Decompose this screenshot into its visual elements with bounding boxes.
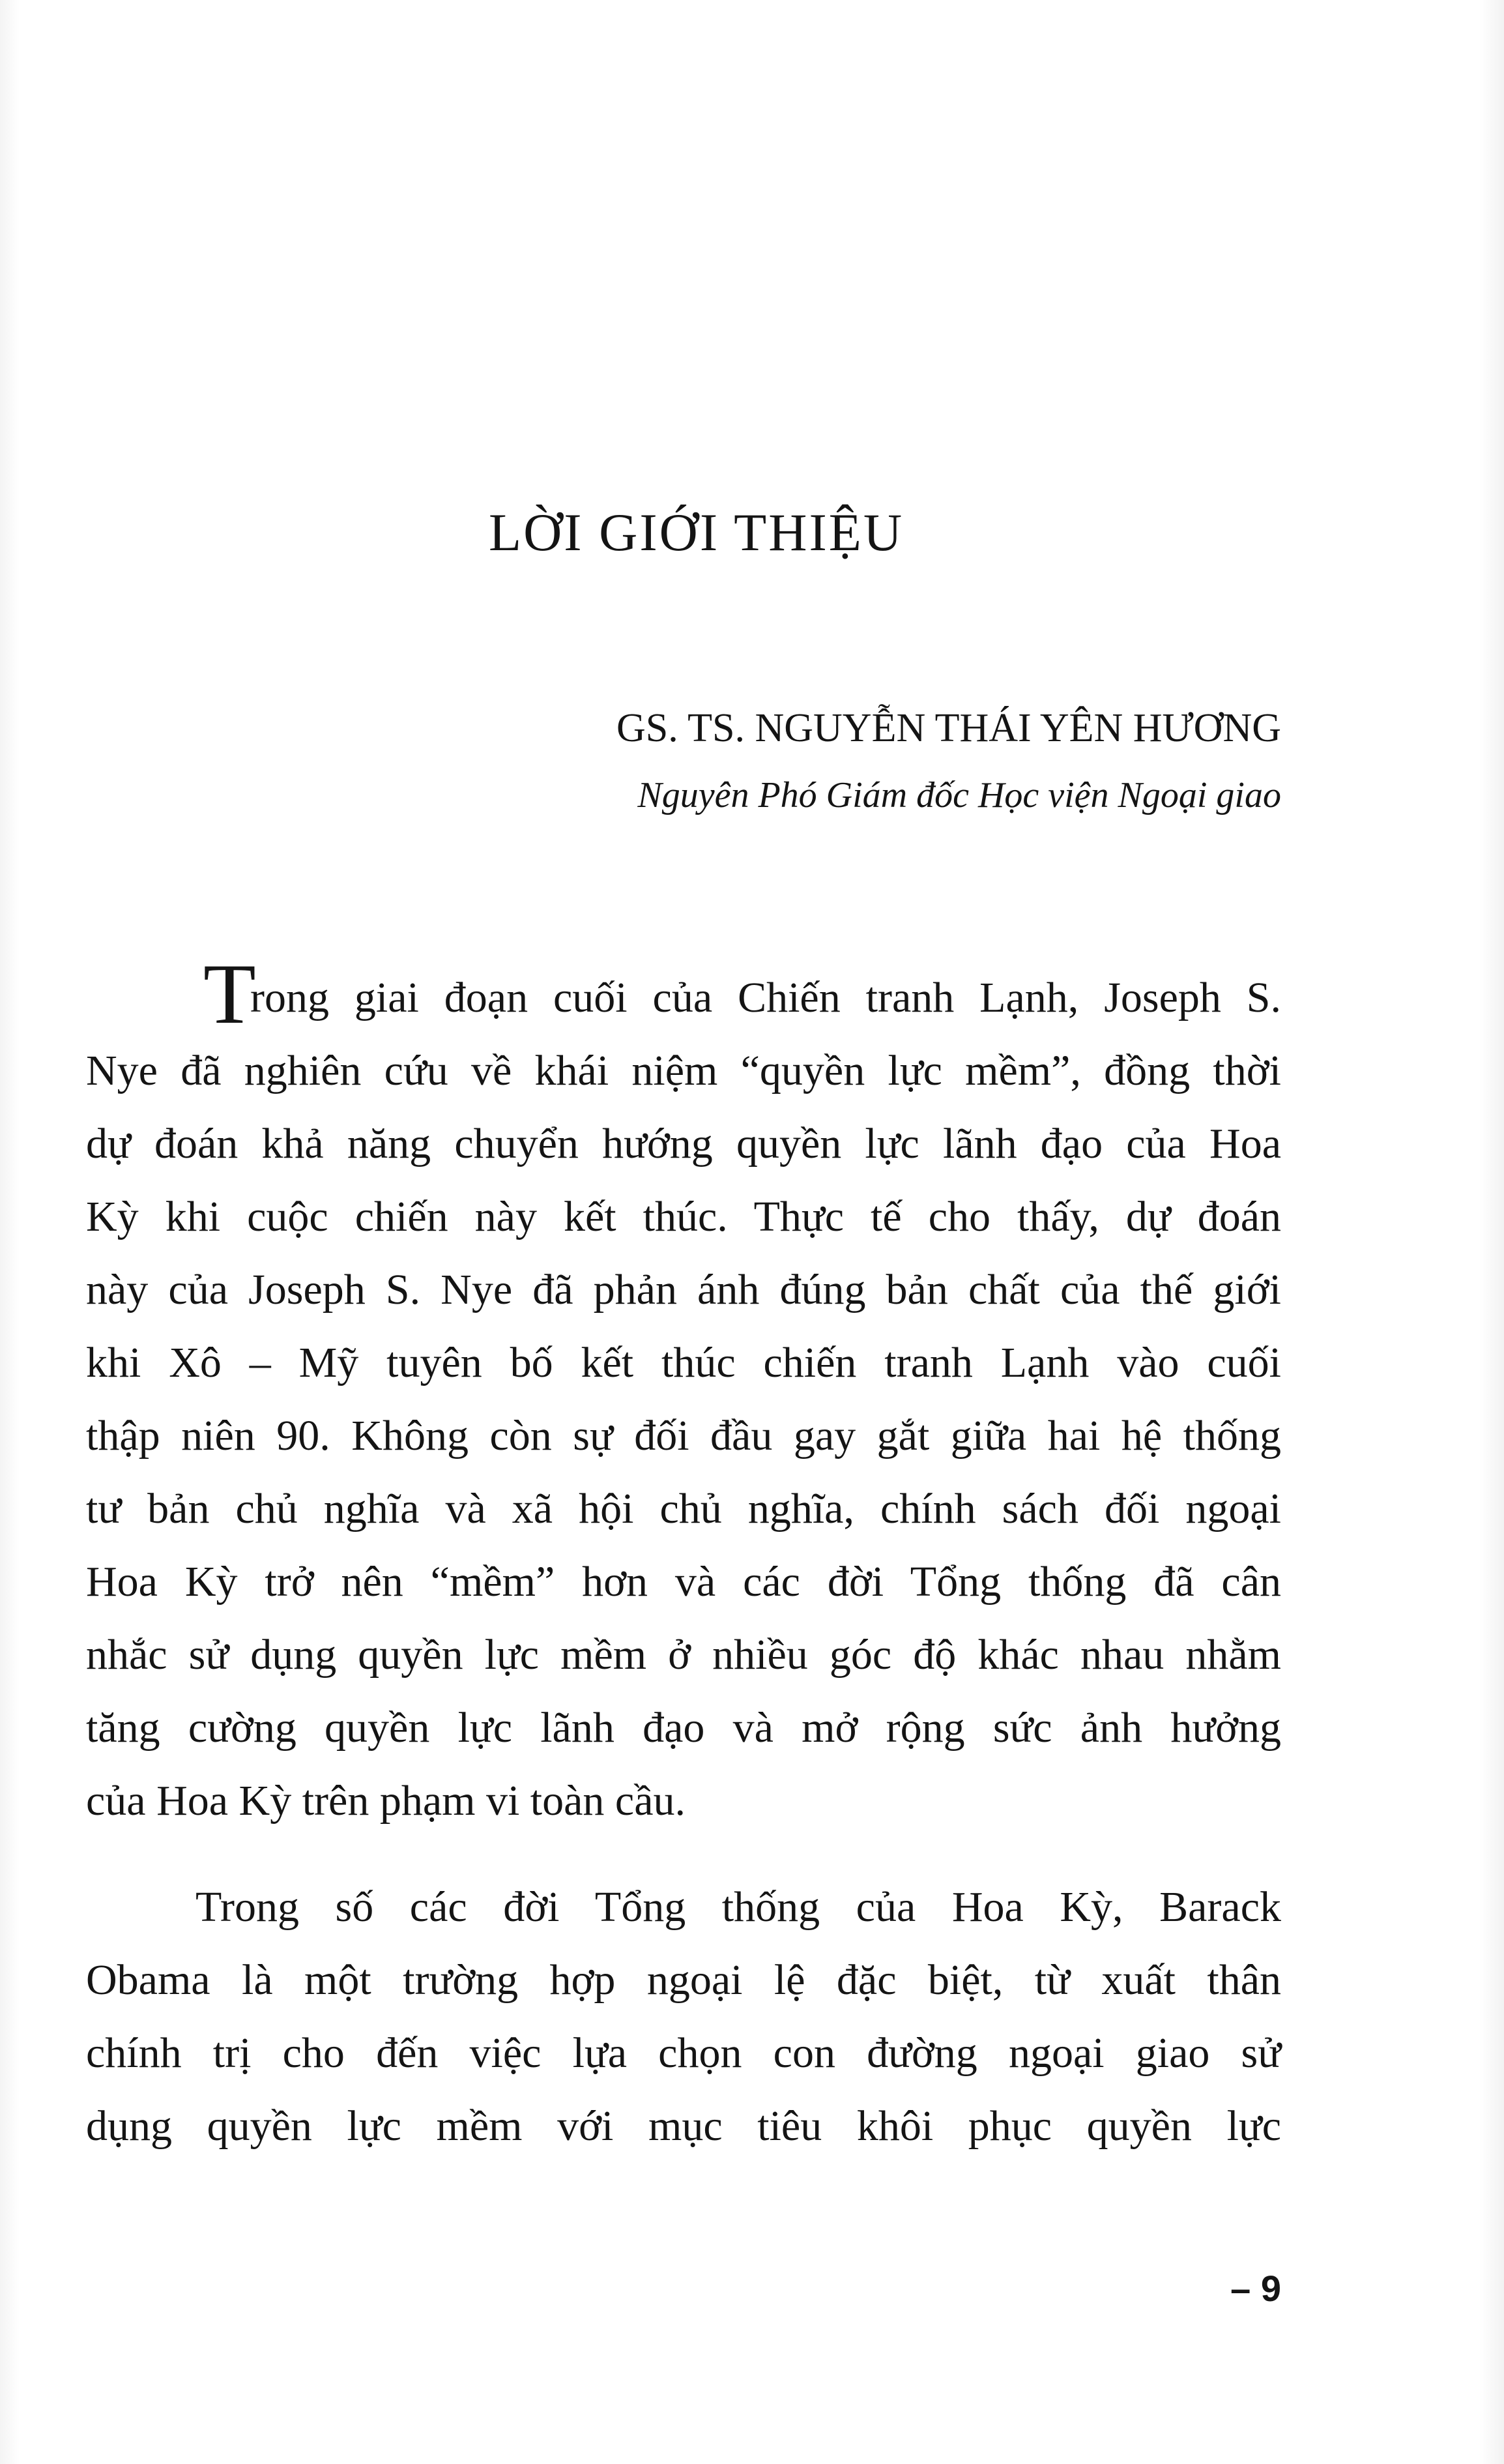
author-role: Nguyên Phó Giám đốc Học viện Ngoại giao [637, 775, 1281, 815]
paragraph-line: tư bản chủ nghĩa và xã hội chủ nghĩa, chính sách đối ngoại [86, 1485, 1281, 1533]
paragraph-line: Hoa Kỳ trở nên “mềm” hơn và các đời Tổng thống đã cân [86, 1558, 1281, 1606]
paragraph-line: nhắc sử dụng quyền lực mềm ở nhiều góc độ khác nhau nhằm [86, 1631, 1281, 1679]
paragraph-line: chính trị cho đến việc lựa chọn con đường ngoại giao sử [86, 2029, 1281, 2077]
paragraph-line: tăng cường quyền lực lãnh đạo và mở rộng sức ảnh hưởng [86, 1704, 1281, 1752]
paragraph-line: khi Xô – Mỹ tuyên bố kết thúc chiến tranh Lạnh vào cuối [86, 1339, 1281, 1386]
paragraph-line: thập niên 90. Không còn sự đối đầu gay gắt giữa hai hệ thống [86, 1412, 1281, 1459]
paragraph-line: Nye đã nghiên cứu về khái niệm “quyền lực mềm”, đồng thời [86, 1047, 1281, 1094]
paragraph-line: này của Joseph S. Nye đã phản ánh đúng bản chất của thế giới [86, 1266, 1281, 1313]
paragraph-2 [86, 1871, 1281, 2163]
paragraph-line: dụng quyền lực mềm với mục tiêu khôi phục quyền lực [86, 2102, 1281, 2150]
paragraph-line: dự đoán khả năng chuyển hướng quyền lực lãnh đạo của Hoa [86, 1120, 1281, 1167]
paragraph-line: Kỳ khi cuộc chiến này kết thúc. Thực tế cho thấy, dự đoán [86, 1193, 1281, 1240]
drop-cap: T [203, 946, 256, 1042]
paragraph-line: Obama là một trường hợp ngoại lệ đặc biệt, từ xuất thân [86, 1956, 1281, 2004]
author-name: GS. TS. NGUYỄN THÁI YÊN HƯƠNG [616, 706, 1281, 750]
first-line-text: rong giai đoạn cuối của Chiến tranh Lạnh, Joseph S. [250, 974, 1281, 1021]
paragraph-line [86, 946, 1281, 1042]
page-number: – 9 [1230, 2268, 1281, 2309]
paragraph-line: của Hoa Kỳ trên phạm vi toàn cầu. [86, 1777, 686, 1825]
paragraph-line: Trong số các đời Tổng thống của Hoa Kỳ, Barack [195, 1883, 1281, 1931]
paragraph-1 [86, 946, 1281, 1838]
chapter-title: LỜI GIỚI THIỆU [489, 503, 904, 562]
